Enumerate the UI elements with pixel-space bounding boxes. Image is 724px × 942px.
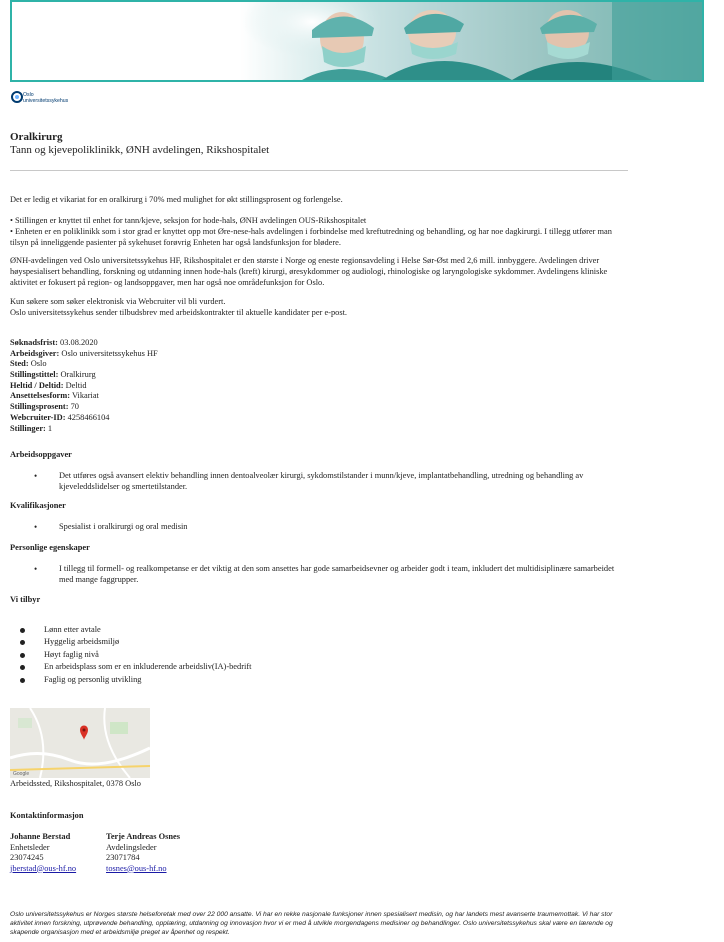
heading-kvalifikasjoner: Kvalifikasjoner bbox=[10, 501, 66, 510]
webcruiter-note: Kun søkere som søker elektronisk via Webcruiter vil bli vurdert. bbox=[10, 297, 226, 306]
location-map[interactable] bbox=[10, 708, 150, 778]
heading-kontaktinformasjon: Kontaktinformasjon bbox=[10, 811, 84, 820]
list-item-text: Hyggelig arbeidsmiljø bbox=[44, 637, 120, 647]
intro-paragraph-3: ØNH-avdelingen ved Oslo universitetssykehus HF, Rikshospitalet er den største i Norge og eneste regionsavdeling i Helse Sør-Øst med 2,6 mill. innbyggere. Avdelingen driver høyspesialisert behandling, forskning og utdanning innen hode-hals (kreft) kirurgi, øresykdommer og audiologi, rhinologiske og laryngologiske sykdommer. Avdelingens kliniske aktivitet er fokusert på region- og landsoppgaver, men har også noe områdefunksjon for Oslo. bbox=[10, 256, 608, 287]
svg-text:Google: Google bbox=[13, 771, 30, 777]
bullet-icon: • bbox=[34, 471, 38, 481]
job-facts bbox=[10, 338, 158, 434]
bullet-icon bbox=[20, 653, 25, 658]
contact-email-link[interactable]: jberstad@ous-hf.no bbox=[10, 863, 77, 873]
list-item-text: En arbeidsplass som er en inkluderende arbeidsliv(IA)-bedrift bbox=[44, 662, 252, 672]
list-item bbox=[20, 650, 251, 662]
contact-card bbox=[106, 832, 180, 874]
contact-card bbox=[10, 832, 76, 874]
fact-value: Vikariat bbox=[71, 391, 99, 401]
fact-row bbox=[10, 349, 158, 360]
bullet-icon bbox=[20, 640, 25, 645]
list-item-text: Lønn etter avtale bbox=[44, 625, 101, 634]
fact-value: 1 bbox=[47, 423, 53, 433]
intro-paragraph-2 bbox=[10, 216, 616, 249]
logo-line-1: Oslo bbox=[23, 92, 34, 98]
contact-role: Avdelingsleder bbox=[106, 842, 157, 852]
fact-row bbox=[10, 338, 158, 349]
job-title: Oralkirurg bbox=[10, 131, 63, 143]
contact-role: Enhetsleder bbox=[10, 842, 50, 852]
intro-paragraph-1: Det er ledig et vikariat for en oralkirurg i 70% med mulighet for økt stillingsprosent og forlengelse. bbox=[10, 195, 343, 204]
fact-row bbox=[10, 402, 158, 413]
list-item bbox=[20, 675, 251, 687]
fact-label: Stillingstittel: bbox=[10, 370, 59, 380]
list-item-text: Det utføres også avansert elektiv behandling innen dentoalveolær kirurgi, sykdomstilstander i munn/kjeve, implantatbehandling, utredning og behandling av kjeveleddslidelser og smertetilstander. bbox=[59, 471, 584, 491]
contact-name: Johanne Berstad bbox=[10, 832, 71, 841]
list-item-text: I tillegg til formell- og realkompetanse er det viktig at den som ansettes har gode samarbeidsevner og arbeider godt i team, inkludert det multidisiplinære samarbeidet med mange faggrupper. bbox=[59, 564, 615, 584]
offer-list bbox=[20, 625, 251, 687]
fact-label: Webcruiter-ID: bbox=[10, 412, 66, 422]
bullet-icon: • bbox=[34, 564, 38, 574]
intro-bullet-2: • Enheten er en poliklinikk som i stor grad er knyttet opp mot Øre-nese-hals avdelingen i forbindelse med kreftutredning og behandling, og har noe dagkirurgi. I tillegg utfører man tilsyn på inneliggende pasienter på sykehuset forøvrig Enheten har også landsfunksjon for blødere. bbox=[10, 226, 612, 247]
intro-bullet-1: • Stillingen er knyttet til enhet for tann/kjeve, seksjon for hode-hals, ØNH avdelingen OUS-Rikshospitalet bbox=[10, 216, 367, 225]
heading-vi-tilbyr: Vi tilbyr bbox=[10, 595, 41, 604]
surgeons-image bbox=[12, 2, 702, 80]
contact-phone: 23071784 bbox=[106, 853, 140, 862]
contact-phone: 23074245 bbox=[10, 853, 44, 862]
fact-row bbox=[10, 359, 158, 370]
list-item-text: Høyt faglig nivå bbox=[44, 649, 99, 659]
logo-line-2: universitetssykehus bbox=[23, 98, 69, 104]
intro-paragraph-4 bbox=[10, 297, 616, 319]
list-item bbox=[34, 522, 619, 533]
fact-row bbox=[10, 381, 158, 392]
fact-row bbox=[10, 391, 158, 402]
fact-value: Oslo bbox=[30, 359, 47, 369]
fact-value: 4258466104 bbox=[67, 412, 110, 422]
fact-label: Stillingsprosent: bbox=[10, 402, 69, 412]
heading-arbeidsoppgaver: Arbeidsoppgaver bbox=[10, 450, 72, 459]
bullet-icon: • bbox=[34, 522, 38, 532]
bullet-icon bbox=[20, 665, 25, 670]
heading-personlige-egenskaper: Personlige egenskaper bbox=[10, 543, 90, 552]
header-banner bbox=[10, 0, 704, 82]
fact-label: Stillinger: bbox=[10, 423, 46, 433]
map-caption: Arbeidssted, Rikshospitalet, 0378 Oslo bbox=[10, 779, 141, 788]
list-item bbox=[20, 637, 251, 649]
contact-name: Terje Andreas Osnes bbox=[106, 832, 180, 841]
divider bbox=[10, 170, 628, 171]
fact-label: Sted: bbox=[10, 359, 29, 369]
fact-value: Oralkirurg bbox=[60, 370, 96, 380]
list-item bbox=[20, 625, 251, 637]
list-item-text: Spesialist i oralkirurgi og oral medisin bbox=[59, 522, 188, 531]
fact-row bbox=[10, 370, 158, 381]
fact-value: Oslo universitetssykehus HF bbox=[61, 348, 158, 358]
list-item bbox=[34, 564, 619, 586]
fact-label: Arbeidsgiver: bbox=[10, 348, 60, 358]
footer-text: Oslo universitetssykehus er Norges største helseforetak med over 22 000 ansatte. Vi har en rekke nasjonale funksjoner innen spesialisert medisin, og har landets mest avanserte traumemottak. Vi har stor aktivitet innen forskning, utprøvende behandling, opplæring, utdanning og innovasjon hvor vi er med å utvikle morgendagens medisiner og behandlinger. Oslo universitetssykehus skal være en lærende og skapende organisasjon med et arbeidsmiljø preget av åpenhet og respekt. bbox=[10, 911, 613, 936]
fact-value: 03.08.2020 bbox=[60, 338, 98, 347]
map-graphic bbox=[10, 708, 150, 778]
list-item bbox=[20, 662, 251, 674]
logo-text bbox=[23, 92, 68, 104]
fact-label: Heltid / Deltid: bbox=[10, 380, 64, 390]
job-subtitle: Tann og kjevepoliklinikk, ØNH avdelingen, Rikshospitalet bbox=[10, 144, 270, 156]
contact-email-link[interactable]: tosnes@ous-hf.no bbox=[106, 863, 167, 873]
fact-value: 70 bbox=[70, 402, 79, 412]
fact-row bbox=[10, 413, 158, 424]
fact-row bbox=[10, 424, 158, 435]
fact-label: Ansettelsesform: bbox=[10, 391, 70, 401]
email-note: Oslo universitetssykehus sender tilbudsbrev med arbeidskontrakter til aktuelle kandidater per e-post. bbox=[10, 307, 348, 317]
bullet-icon bbox=[20, 628, 25, 633]
list-item-text: Faglig og personlig utvikling bbox=[44, 674, 142, 684]
list-item bbox=[34, 471, 619, 493]
fact-value: Deltid bbox=[65, 380, 87, 390]
fact-label: Søknadsfrist: bbox=[10, 338, 58, 347]
bullet-icon bbox=[20, 678, 25, 683]
